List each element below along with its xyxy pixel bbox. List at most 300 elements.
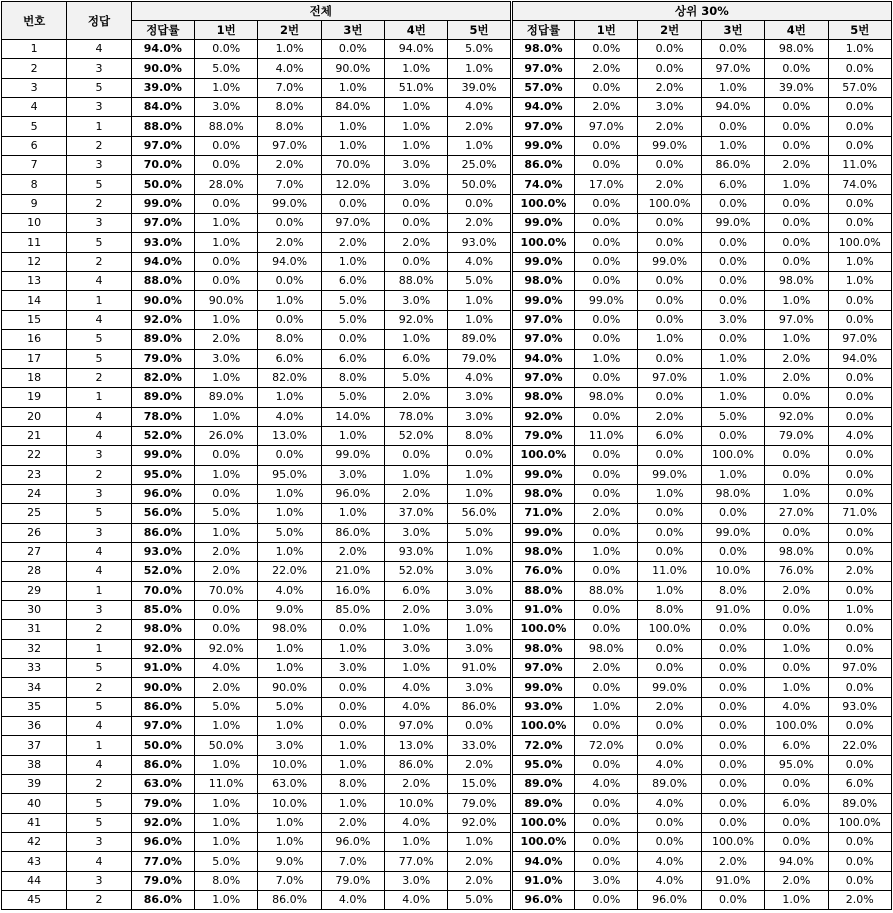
top-choice-2-cell: 0.0% <box>638 813 701 832</box>
top-choice-5-cell: 0.0% <box>828 639 891 658</box>
header-question-number: 번호 <box>2 2 67 40</box>
all-choice-5-cell: 3.0% <box>448 639 511 658</box>
top-rate-cell: 89.0% <box>511 794 574 813</box>
top-choice-3-cell: 98.0% <box>701 484 764 503</box>
question-number-cell: 45 <box>2 891 67 910</box>
all-choice-5-cell: 56.0% <box>448 504 511 523</box>
top-rate-cell: 98.0% <box>511 388 574 407</box>
all-choice-4-cell: 4.0% <box>385 891 448 910</box>
all-choice-2-cell: 9.0% <box>258 852 321 871</box>
table-row <box>2 98 892 117</box>
top-choice-4-cell: 2.0% <box>765 368 828 387</box>
table-row <box>2 136 892 155</box>
all-choice-2-cell: 3.0% <box>258 736 321 755</box>
all-choice-4-cell: 3.0% <box>385 175 448 194</box>
all-choice-1-cell: 5.0% <box>195 852 258 871</box>
all-choice-4-cell: 88.0% <box>385 272 448 291</box>
top-choice-4-cell: 0.0% <box>765 620 828 639</box>
all-choice-1-cell: 1.0% <box>195 833 258 852</box>
all-choice-1-cell: 0.0% <box>195 272 258 291</box>
top-choice-5-cell: 0.0% <box>828 291 891 310</box>
top-choice-5-cell: 100.0% <box>828 813 891 832</box>
top-choice-5-cell: 0.0% <box>828 117 891 136</box>
correct-answer-cell: 4 <box>67 562 131 581</box>
question-number-cell: 13 <box>2 272 67 291</box>
all-choice-1-cell: 0.0% <box>195 40 258 59</box>
top-choice-3-cell: 97.0% <box>701 59 764 78</box>
all-choice-3-cell: 2.0% <box>321 813 384 832</box>
all-rate-cell: 94.0% <box>131 40 194 59</box>
top-choice-1-cell: 2.0% <box>575 504 638 523</box>
top-rate-cell: 94.0% <box>511 852 574 871</box>
table-row <box>2 775 892 794</box>
top-choice-2-cell: 0.0% <box>638 272 701 291</box>
top-choice-2-cell: 100.0% <box>638 620 701 639</box>
top-choice-5-cell: 0.0% <box>828 678 891 697</box>
all-choice-2-cell: 7.0% <box>258 175 321 194</box>
correct-answer-cell: 4 <box>67 407 131 426</box>
top-choice-3-cell: 0.0% <box>701 639 764 658</box>
top-choice-5-cell: 0.0% <box>828 542 891 561</box>
all-choice-5-cell: 5.0% <box>448 272 511 291</box>
all-rate-cell: 79.0% <box>131 794 194 813</box>
top-rate-cell: 71.0% <box>511 504 574 523</box>
question-number-cell: 44 <box>2 871 67 890</box>
all-choice-5-cell: 25.0% <box>448 156 511 175</box>
top-choice-1-cell: 88.0% <box>575 581 638 600</box>
all-choice-1-cell: 92.0% <box>195 639 258 658</box>
question-number-cell: 43 <box>2 852 67 871</box>
question-number-cell: 25 <box>2 504 67 523</box>
all-choice-3-cell: 1.0% <box>321 426 384 445</box>
all-choice-1-cell: 0.0% <box>195 252 258 271</box>
all-choice-3-cell: 6.0% <box>321 272 384 291</box>
all-choice-5-cell: 92.0% <box>448 813 511 832</box>
top-choice-5-cell: 0.0% <box>828 620 891 639</box>
all-choice-1-cell: 1.0% <box>195 407 258 426</box>
all-choice-5-cell: 4.0% <box>448 368 511 387</box>
all-choice-3-cell: 99.0% <box>321 446 384 465</box>
top-choice-2-cell: 0.0% <box>638 446 701 465</box>
top-choice-3-cell: 91.0% <box>701 871 764 890</box>
table-row <box>2 465 892 484</box>
all-choice-1-cell: 2.0% <box>195 562 258 581</box>
top-choice-5-cell: 0.0% <box>828 59 891 78</box>
top-choice-1-cell: 0.0% <box>575 310 638 329</box>
all-choice-3-cell: 1.0% <box>321 639 384 658</box>
top-rate-cell: 74.0% <box>511 175 574 194</box>
top-choice-5-cell: 0.0% <box>828 310 891 329</box>
all-rate-cell: 90.0% <box>131 59 194 78</box>
top-choice-4-cell: 0.0% <box>765 388 828 407</box>
top-rate-cell: 99.0% <box>511 136 574 155</box>
all-choice-1-cell: 26.0% <box>195 426 258 445</box>
top-choice-5-cell: 93.0% <box>828 697 891 716</box>
top-choice-3-cell: 0.0% <box>701 813 764 832</box>
top-choice-3-cell: 0.0% <box>701 40 764 59</box>
top-rate-cell: 98.0% <box>511 484 574 503</box>
header-row-columns <box>2 21 892 40</box>
top-choice-4-cell: 1.0% <box>765 678 828 697</box>
all-choice-3-cell: 1.0% <box>321 117 384 136</box>
all-choice-5-cell: 3.0% <box>448 388 511 407</box>
question-number-cell: 17 <box>2 349 67 368</box>
top-rate-cell: 99.0% <box>511 678 574 697</box>
all-rate-cell: 89.0% <box>131 388 194 407</box>
top-choice-1-cell: 0.0% <box>575 407 638 426</box>
all-choice-4-cell: 1.0% <box>385 833 448 852</box>
top-choice-4-cell: 92.0% <box>765 407 828 426</box>
top-choice-2-cell: 2.0% <box>638 697 701 716</box>
top-choice-2-cell: 0.0% <box>638 233 701 252</box>
all-choice-4-cell: 94.0% <box>385 40 448 59</box>
all-rate-cell: 82.0% <box>131 368 194 387</box>
all-choice-3-cell: 1.0% <box>321 794 384 813</box>
top-choice-3-cell: 0.0% <box>701 504 764 523</box>
correct-answer-cell: 4 <box>67 852 131 871</box>
all-rate-cell: 88.0% <box>131 117 194 136</box>
top-choice-4-cell: 0.0% <box>765 117 828 136</box>
top-choice-4-cell: 0.0% <box>765 600 828 619</box>
header-top-choice-3: 3번 <box>701 21 764 40</box>
all-choice-2-cell: 1.0% <box>258 813 321 832</box>
question-number-cell: 29 <box>2 581 67 600</box>
all-choice-3-cell: 0.0% <box>321 717 384 736</box>
question-number-cell: 24 <box>2 484 67 503</box>
table-row <box>2 40 892 59</box>
all-choice-2-cell: 5.0% <box>258 697 321 716</box>
all-choice-2-cell: 5.0% <box>258 523 321 542</box>
top-choice-3-cell: 0.0% <box>701 426 764 445</box>
table-row <box>2 794 892 813</box>
all-choice-3-cell: 7.0% <box>321 852 384 871</box>
all-rate-cell: 98.0% <box>131 620 194 639</box>
top-choice-2-cell: 96.0% <box>638 891 701 910</box>
all-choice-5-cell: 2.0% <box>448 852 511 871</box>
top-choice-2-cell: 3.0% <box>638 98 701 117</box>
all-choice-2-cell: 0.0% <box>258 214 321 233</box>
top-rate-cell: 94.0% <box>511 98 574 117</box>
top-choice-1-cell: 2.0% <box>575 98 638 117</box>
correct-answer-cell: 5 <box>67 697 131 716</box>
all-choice-5-cell: 8.0% <box>448 426 511 445</box>
top-choice-2-cell: 99.0% <box>638 136 701 155</box>
all-choice-4-cell: 52.0% <box>385 426 448 445</box>
all-choice-3-cell: 0.0% <box>321 40 384 59</box>
top-choice-5-cell: 0.0% <box>828 717 891 736</box>
top-rate-cell: 88.0% <box>511 581 574 600</box>
correct-answer-cell: 2 <box>67 465 131 484</box>
header-all-choice-4: 4번 <box>385 21 448 40</box>
all-choice-2-cell: 1.0% <box>258 388 321 407</box>
all-choice-5-cell: 0.0% <box>448 194 511 213</box>
all-choice-5-cell: 1.0% <box>448 59 511 78</box>
correct-answer-cell: 2 <box>67 136 131 155</box>
all-rate-cell: 85.0% <box>131 600 194 619</box>
top-choice-1-cell: 0.0% <box>575 252 638 271</box>
question-number-cell: 27 <box>2 542 67 561</box>
all-choice-1-cell: 28.0% <box>195 175 258 194</box>
all-choice-3-cell: 1.0% <box>321 78 384 97</box>
top-choice-4-cell: 94.0% <box>765 852 828 871</box>
top-choice-4-cell: 4.0% <box>765 697 828 716</box>
all-choice-4-cell: 93.0% <box>385 542 448 561</box>
top-choice-1-cell: 0.0% <box>575 600 638 619</box>
top-choice-4-cell: 0.0% <box>765 659 828 678</box>
top-choice-2-cell: 8.0% <box>638 600 701 619</box>
top-choice-5-cell: 0.0% <box>828 368 891 387</box>
top-choice-4-cell: 1.0% <box>765 175 828 194</box>
header-correct-answer: 정답 <box>67 2 131 40</box>
top-choice-1-cell: 0.0% <box>575 272 638 291</box>
top-choice-3-cell: 3.0% <box>701 310 764 329</box>
all-choice-5-cell: 2.0% <box>448 214 511 233</box>
top-rate-cell: 99.0% <box>511 465 574 484</box>
all-choice-1-cell: 4.0% <box>195 659 258 678</box>
all-choice-1-cell: 0.0% <box>195 620 258 639</box>
top-rate-cell: 99.0% <box>511 291 574 310</box>
top-choice-2-cell: 0.0% <box>638 736 701 755</box>
all-choice-3-cell: 8.0% <box>321 368 384 387</box>
top-choice-3-cell: 5.0% <box>701 407 764 426</box>
top-choice-3-cell: 91.0% <box>701 600 764 619</box>
top-choice-1-cell: 2.0% <box>575 59 638 78</box>
question-number-cell: 16 <box>2 330 67 349</box>
all-choice-5-cell: 33.0% <box>448 736 511 755</box>
correct-answer-cell: 2 <box>67 891 131 910</box>
top-choice-4-cell: 1.0% <box>765 330 828 349</box>
all-choice-4-cell: 10.0% <box>385 794 448 813</box>
top-choice-3-cell: 10.0% <box>701 562 764 581</box>
all-choice-2-cell: 8.0% <box>258 98 321 117</box>
all-choice-4-cell: 13.0% <box>385 736 448 755</box>
all-choice-5-cell: 2.0% <box>448 871 511 890</box>
all-choice-3-cell: 1.0% <box>321 736 384 755</box>
top-choice-3-cell: 94.0% <box>701 98 764 117</box>
all-choice-3-cell: 0.0% <box>321 194 384 213</box>
all-choice-1-cell: 5.0% <box>195 504 258 523</box>
top-choice-3-cell: 0.0% <box>701 755 764 774</box>
correct-answer-cell: 2 <box>67 368 131 387</box>
all-choice-5-cell: 1.0% <box>448 310 511 329</box>
all-choice-5-cell: 3.0% <box>448 678 511 697</box>
all-choice-2-cell: 86.0% <box>258 891 321 910</box>
table-row <box>2 620 892 639</box>
all-choice-2-cell: 8.0% <box>258 117 321 136</box>
top-choice-1-cell: 98.0% <box>575 639 638 658</box>
all-rate-cell: 39.0% <box>131 78 194 97</box>
all-choice-3-cell: 2.0% <box>321 233 384 252</box>
header-group-all: 전체 <box>131 2 511 21</box>
top-choice-4-cell: 2.0% <box>765 581 828 600</box>
all-rate-cell: 77.0% <box>131 852 194 871</box>
top-choice-1-cell: 1.0% <box>575 697 638 716</box>
all-rate-cell: 52.0% <box>131 426 194 445</box>
top-choice-3-cell: 6.0% <box>701 175 764 194</box>
top-choice-3-cell: 100.0% <box>701 446 764 465</box>
all-choice-4-cell: 1.0% <box>385 659 448 678</box>
all-choice-2-cell: 99.0% <box>258 194 321 213</box>
all-choice-2-cell: 10.0% <box>258 794 321 813</box>
top-rate-cell: 98.0% <box>511 542 574 561</box>
top-choice-2-cell: 4.0% <box>638 794 701 813</box>
top-rate-cell: 97.0% <box>511 330 574 349</box>
question-number-cell: 39 <box>2 775 67 794</box>
all-choice-4-cell: 0.0% <box>385 446 448 465</box>
correct-answer-cell: 4 <box>67 40 131 59</box>
all-choice-4-cell: 2.0% <box>385 775 448 794</box>
all-choice-2-cell: 2.0% <box>258 233 321 252</box>
top-choice-3-cell: 86.0% <box>701 156 764 175</box>
top-choice-2-cell: 0.0% <box>638 291 701 310</box>
all-choice-2-cell: 1.0% <box>258 504 321 523</box>
all-choice-3-cell: 5.0% <box>321 291 384 310</box>
correct-answer-cell: 5 <box>67 659 131 678</box>
top-choice-1-cell: 0.0% <box>575 484 638 503</box>
all-choice-3-cell: 0.0% <box>321 330 384 349</box>
all-choice-1-cell: 2.0% <box>195 542 258 561</box>
top-choice-1-cell: 0.0% <box>575 233 638 252</box>
all-choice-4-cell: 1.0% <box>385 136 448 155</box>
all-choice-3-cell: 86.0% <box>321 523 384 542</box>
correct-answer-cell: 2 <box>67 775 131 794</box>
top-choice-2-cell: 0.0% <box>638 833 701 852</box>
all-rate-cell: 92.0% <box>131 310 194 329</box>
table-row <box>2 871 892 890</box>
all-choice-5-cell: 0.0% <box>448 446 511 465</box>
all-rate-cell: 97.0% <box>131 214 194 233</box>
all-choice-2-cell: 90.0% <box>258 678 321 697</box>
top-choice-3-cell: 0.0% <box>701 794 764 813</box>
all-choice-2-cell: 95.0% <box>258 465 321 484</box>
table-row <box>2 388 892 407</box>
top-choice-4-cell: 0.0% <box>765 775 828 794</box>
top-choice-2-cell: 0.0% <box>638 504 701 523</box>
question-number-cell: 15 <box>2 310 67 329</box>
all-rate-cell: 70.0% <box>131 581 194 600</box>
all-choice-2-cell: 0.0% <box>258 446 321 465</box>
correct-answer-cell: 2 <box>67 252 131 271</box>
all-choice-5-cell: 15.0% <box>448 775 511 794</box>
all-choice-2-cell: 9.0% <box>258 600 321 619</box>
top-choice-5-cell: 1.0% <box>828 272 891 291</box>
all-choice-1-cell: 1.0% <box>195 233 258 252</box>
all-rate-cell: 96.0% <box>131 833 194 852</box>
top-choice-3-cell: 0.0% <box>701 697 764 716</box>
all-choice-5-cell: 1.0% <box>448 465 511 484</box>
correct-answer-cell: 1 <box>67 291 131 310</box>
table-row <box>2 78 892 97</box>
top-choice-1-cell: 0.0% <box>575 214 638 233</box>
top-choice-4-cell: 0.0% <box>765 833 828 852</box>
top-choice-3-cell: 1.0% <box>701 388 764 407</box>
top-choice-4-cell: 39.0% <box>765 78 828 97</box>
question-number-cell: 2 <box>2 59 67 78</box>
correct-answer-cell: 5 <box>67 813 131 832</box>
all-rate-cell: 97.0% <box>131 717 194 736</box>
all-choice-4-cell: 37.0% <box>385 504 448 523</box>
top-choice-3-cell: 0.0% <box>701 659 764 678</box>
all-choice-2-cell: 98.0% <box>258 620 321 639</box>
all-choice-3-cell: 5.0% <box>321 310 384 329</box>
all-choice-5-cell: 79.0% <box>448 794 511 813</box>
top-choice-4-cell: 100.0% <box>765 717 828 736</box>
top-choice-3-cell: 0.0% <box>701 678 764 697</box>
question-number-cell: 36 <box>2 717 67 736</box>
correct-answer-cell: 5 <box>67 78 131 97</box>
all-choice-1-cell: 2.0% <box>195 678 258 697</box>
top-choice-2-cell: 100.0% <box>638 194 701 213</box>
top-choice-2-cell: 4.0% <box>638 755 701 774</box>
table-row <box>2 59 892 78</box>
header-all-choice-1: 1번 <box>195 21 258 40</box>
top-choice-4-cell: 0.0% <box>765 98 828 117</box>
top-choice-5-cell: 71.0% <box>828 504 891 523</box>
all-choice-1-cell: 2.0% <box>195 330 258 349</box>
all-choice-4-cell: 6.0% <box>385 349 448 368</box>
all-choice-2-cell: 7.0% <box>258 78 321 97</box>
all-choice-3-cell: 0.0% <box>321 678 384 697</box>
all-choice-5-cell: 50.0% <box>448 175 511 194</box>
table-row <box>2 891 892 910</box>
all-choice-2-cell: 4.0% <box>258 59 321 78</box>
top-choice-4-cell: 0.0% <box>765 465 828 484</box>
top-choice-3-cell: 2.0% <box>701 852 764 871</box>
header-top-rate: 정답률 <box>511 21 574 40</box>
all-choice-1-cell: 1.0% <box>195 310 258 329</box>
all-rate-cell: 86.0% <box>131 697 194 716</box>
table-row <box>2 272 892 291</box>
all-choice-1-cell: 50.0% <box>195 736 258 755</box>
all-choice-3-cell: 6.0% <box>321 349 384 368</box>
top-choice-2-cell: 0.0% <box>638 214 701 233</box>
all-rate-cell: 50.0% <box>131 175 194 194</box>
all-choice-3-cell: 1.0% <box>321 755 384 774</box>
all-choice-1-cell: 1.0% <box>195 465 258 484</box>
all-rate-cell: 70.0% <box>131 156 194 175</box>
table-row <box>2 736 892 755</box>
top-choice-3-cell: 0.0% <box>701 117 764 136</box>
all-choice-3-cell: 14.0% <box>321 407 384 426</box>
top-choice-2-cell: 99.0% <box>638 678 701 697</box>
top-choice-1-cell: 2.0% <box>575 659 638 678</box>
top-choice-2-cell: 0.0% <box>638 388 701 407</box>
top-choice-2-cell: 6.0% <box>638 426 701 445</box>
top-rate-cell: 94.0% <box>511 349 574 368</box>
correct-answer-cell: 5 <box>67 504 131 523</box>
top-choice-2-cell: 2.0% <box>638 175 701 194</box>
top-choice-5-cell: 0.0% <box>828 465 891 484</box>
top-choice-1-cell: 99.0% <box>575 291 638 310</box>
top-choice-2-cell: 0.0% <box>638 542 701 561</box>
top-choice-4-cell: 1.0% <box>765 291 828 310</box>
all-choice-5-cell: 5.0% <box>448 40 511 59</box>
top-choice-5-cell: 0.0% <box>828 214 891 233</box>
top-choice-5-cell: 2.0% <box>828 891 891 910</box>
all-choice-3-cell: 84.0% <box>321 98 384 117</box>
all-choice-4-cell: 5.0% <box>385 368 448 387</box>
top-choice-2-cell: 0.0% <box>638 310 701 329</box>
top-choice-4-cell: 98.0% <box>765 40 828 59</box>
top-choice-4-cell: 2.0% <box>765 349 828 368</box>
top-choice-3-cell: 0.0% <box>701 272 764 291</box>
all-choice-4-cell: 51.0% <box>385 78 448 97</box>
all-choice-4-cell: 0.0% <box>385 252 448 271</box>
top-choice-2-cell: 97.0% <box>638 368 701 387</box>
question-number-cell: 31 <box>2 620 67 639</box>
top-choice-2-cell: 11.0% <box>638 562 701 581</box>
all-choice-2-cell: 82.0% <box>258 368 321 387</box>
